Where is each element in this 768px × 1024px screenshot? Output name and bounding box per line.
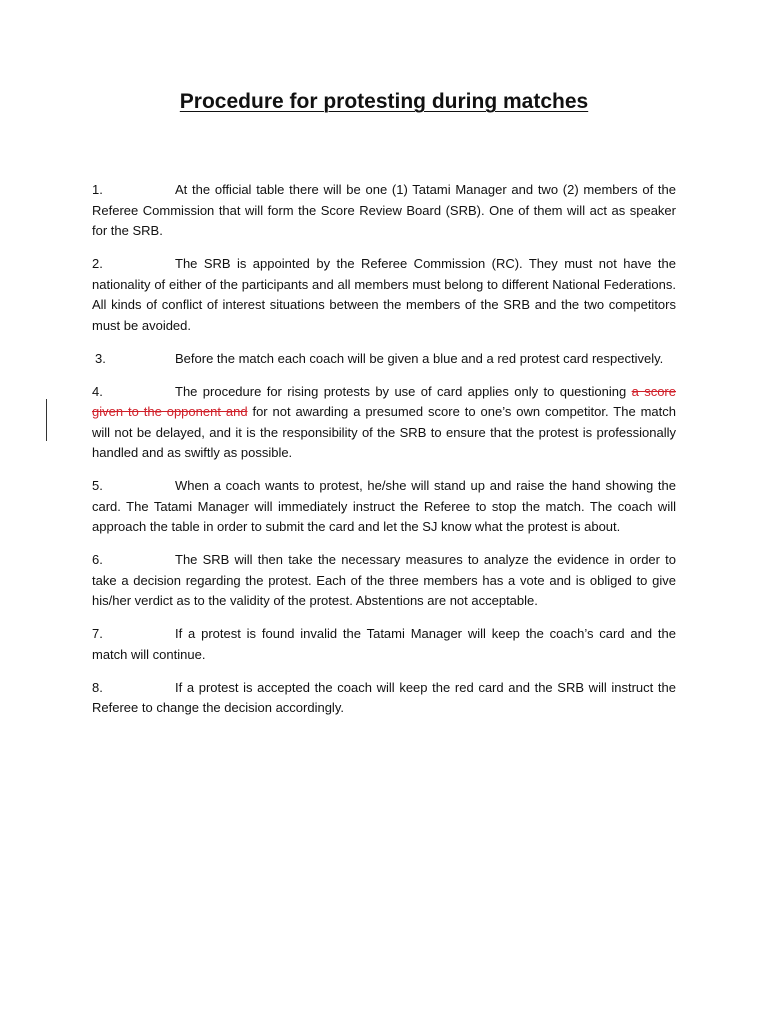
paragraph-text: When a coach wants to protest, he/she will stand up and raise the hand showing the card. The Tatami Manager will immediately instruct the Referee to stop the match. The coach will approach the table in order to submit the card and let the SJ know what the protest is about.	[92, 478, 676, 534]
paragraph-text: Before the match each coach will be given a blue and a red protest card respectively.	[175, 350, 664, 366]
paragraph-text: If a protest is accepted the coach will keep the red card and the SRB will instruct the Referee to change the decision accordingly.	[92, 679, 676, 715]
paragraph-text-after: for not awarding a presumed score to one’s own competitor. The match will not be delayed, and it is the responsibility of the SRB to ensure that the protest is professionally handled and as swiftly as possible.	[92, 404, 676, 460]
document-title	[0, 88, 768, 116]
paragraph-8	[92, 678, 676, 719]
paragraph-number: 1.	[92, 182, 103, 197]
paragraph-number: 8.	[92, 679, 103, 695]
paragraph-text: The SRB is appointed by the Referee Commission (RC). They must not have the nationality of either of the participants and all members must belong to different National Federations. All kinds of conflict of interest situations between the members of the SRB and the two competitors must be avoided.	[92, 256, 676, 333]
tracked-deletion: a score given to the opponent and	[92, 383, 676, 419]
paragraph-number: 3.	[95, 350, 106, 366]
paragraph-7	[92, 624, 676, 665]
paragraph-number: 6.	[92, 552, 103, 567]
document-title-text: Procedure for protesting during matches	[179, 90, 589, 113]
paragraph-text: At the official table there will be one (1) Tatami Manager and two (2) members of the Referee Commission that will form the Score Review Board (SRB). One of them will act as speaker for the SRB.	[92, 182, 676, 238]
paragraph-2	[92, 254, 676, 336]
paragraph-text: If a protest is found invalid the Tatami Manager will keep the coach’s card and the match will continue.	[92, 626, 676, 662]
paragraph-4	[92, 382, 676, 464]
paragraph-3	[92, 349, 676, 370]
paragraph-number: 7.	[92, 626, 103, 641]
paragraph-5	[92, 476, 676, 538]
paragraph-text-before: The procedure for rising protests by use of card applies only to questioning	[175, 383, 632, 399]
document-body	[92, 180, 676, 731]
paragraph-1	[92, 180, 676, 242]
revision-change-bar	[46, 399, 47, 441]
paragraph-number: 5.	[92, 478, 103, 493]
paragraph-6	[92, 550, 676, 612]
paragraph-text: The SRB will then take the necessary measures to analyze the evidence in order to take a decision regarding the protest. Each of the three members has a vote and is obliged to give his/her verdict as to the validity of the protest. Abstentions are not acceptable.	[92, 552, 676, 608]
paragraph-number: 2.	[92, 256, 103, 271]
paragraph-number: 4.	[92, 383, 103, 399]
